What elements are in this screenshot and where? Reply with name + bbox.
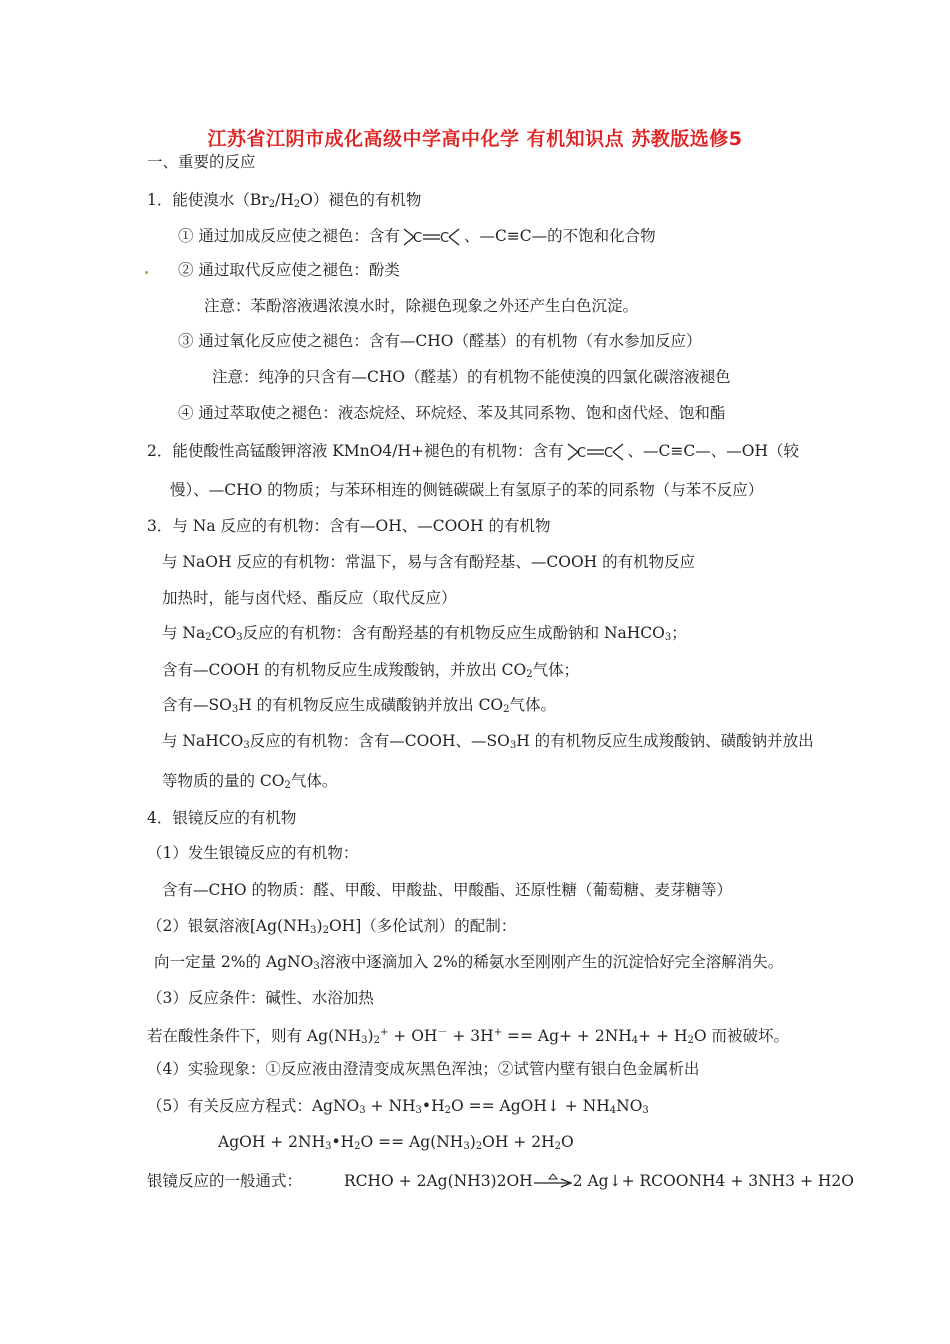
item-1-point-2: ② 通过取代反应使之褪色：酚类 [178, 261, 400, 279]
heating-arrow-icon [533, 1172, 573, 1192]
equation-1: （5）有关反应方程式：AgNO$_3$ + $NH_3•H_2O$ == AgOH↓ + $NH_4NO_3$ [147, 1097, 649, 1116]
item-1-heading: 1．能使溴水$(Br_2/H_2O)$褪色的有机物 [147, 191, 422, 210]
general-equation-label: 银镜反应的一般通式： [147, 1172, 303, 1190]
svg-text:C: C [576, 446, 586, 461]
nahco3-continued: 等物质的量的 $CO_2$气体。 [162, 772, 338, 791]
preparation-method: 向一定量 2%的 AgNO$_3$溶液中逐滴加入 2%的稀氨水至刚刚产生的沉淀恰好完全溶解消失。 [154, 953, 784, 972]
svg-text:C: C [603, 446, 613, 461]
cooh-note: 含有—COOH 的有机物反应生成羧酸钠，并放出 $CO_2$气体； [162, 661, 580, 680]
cho-substances: 含有—CHO 的物质：醛、甲酸、甲酸盐、甲酸酯、还原性糖（葡萄糖、麦芽糖等） [162, 881, 733, 899]
heating-note: 加热时，能与卤代烃、酯反应（取代反应） [162, 589, 457, 607]
item-1-point-3: ③ 通过氧化反应使之褪色：含有—CHO（醛基）的有机物（有水参加反应） [178, 332, 702, 350]
acid-condition: 若在酸性条件下，则有 $Ag(NH_3)_2^+ + OH^- + 3H^+ == Ag+ + 2NH_4+ + H_2O$ 而被破坏。 [147, 1027, 790, 1046]
svg-text:C: C [412, 231, 423, 246]
carbon-double-bond-icon [402, 226, 462, 248]
item-4-sub-2: （2）银氨溶液$[Ag(NH_3)_2OH]$（多伦试剂）的配制： [147, 917, 517, 936]
item-1-point-4: ④ 通过萃取使之褪色：液态烷烃、环烷烃、苯及其同系物、饱和卤代烃、饱和酯 [178, 404, 726, 422]
item-1-point-1: ① 通过加成反应使之褪色：含有 C C 、—C≡C—的不饱和化合物 [178, 227, 656, 246]
item-4-sub-4: （4）实验现象：①反应液由澄清变成灰黑色浑浊；②试管内壁有银白色金属析出 [147, 1060, 700, 1078]
equation-2: AgOH + $2NH_3•H_2O == Ag(NH_3)_2OH + 2H_2O$ [218, 1133, 574, 1152]
page-title: 江苏省江阴市成化高级中学高中化学 有机知识点 苏教版选修5 [207, 128, 743, 150]
note-1: 注意：苯酚溶液遇浓溴水时，除褪色现象之外还产生白色沉淀。 [204, 297, 639, 315]
naoh-reaction: 与 NaOH 反应的有机物：常温下，易与含有酚羟基、—COOH 的有机物反应 [162, 553, 696, 571]
item-4-sub-3: （3）反应条件：碱性、水浴加热 [147, 989, 374, 1007]
item-4-heading: 4．银镜反应的有机物 [147, 809, 297, 827]
item-2-heading: 2．能使酸性高锰酸钾溶液 KMnO4/H+褪色的有机物：含有 C C 、—C≡C—、—OH（较 [147, 442, 799, 461]
na2co3-reaction: 与 $Na_2CO_3$反应的有机物：含有酚羟基的有机物反应生成酚钠和 NaHCO$_3$； [162, 624, 687, 643]
so3h-note: 含有$—SO_3H$ 的有机物反应生成磺酸钠并放出 $CO_2$气体。 [162, 696, 557, 715]
nahco3-reaction: 与 NaHCO$_3$反应的有机物：含有—COOH、$—SO_3H$ 的有机物反应生成羧酸钠、磺酸钠并放出 [162, 732, 814, 751]
item-4-sub-1: （1）发生银镜反应的有机物： [147, 844, 359, 862]
speck-mark [145, 271, 148, 274]
general-equation: RCHO + 2Ag(NH3)2OH 2 Ag↓+ RCOONH4 + 3NH3 + H2O [344, 1172, 854, 1190]
section-heading: 一、重要的反应 [147, 153, 256, 171]
item-3-heading: 3．与 Na 反应的有机物：含有—OH、—COOH 的有机物 [147, 517, 551, 535]
svg-text:C: C [439, 231, 450, 246]
carbon-double-bond-icon [566, 441, 626, 463]
note-2: 注意：纯净的只含有—CHO（醛基）的有机物不能使溴的四氯化碳溶液褪色 [212, 368, 731, 386]
item-2-continued: 慢）、—CHO 的物质；与苯环相连的侧链碳碳上有氢原子的苯的同系物（与苯不反应） [170, 481, 764, 499]
